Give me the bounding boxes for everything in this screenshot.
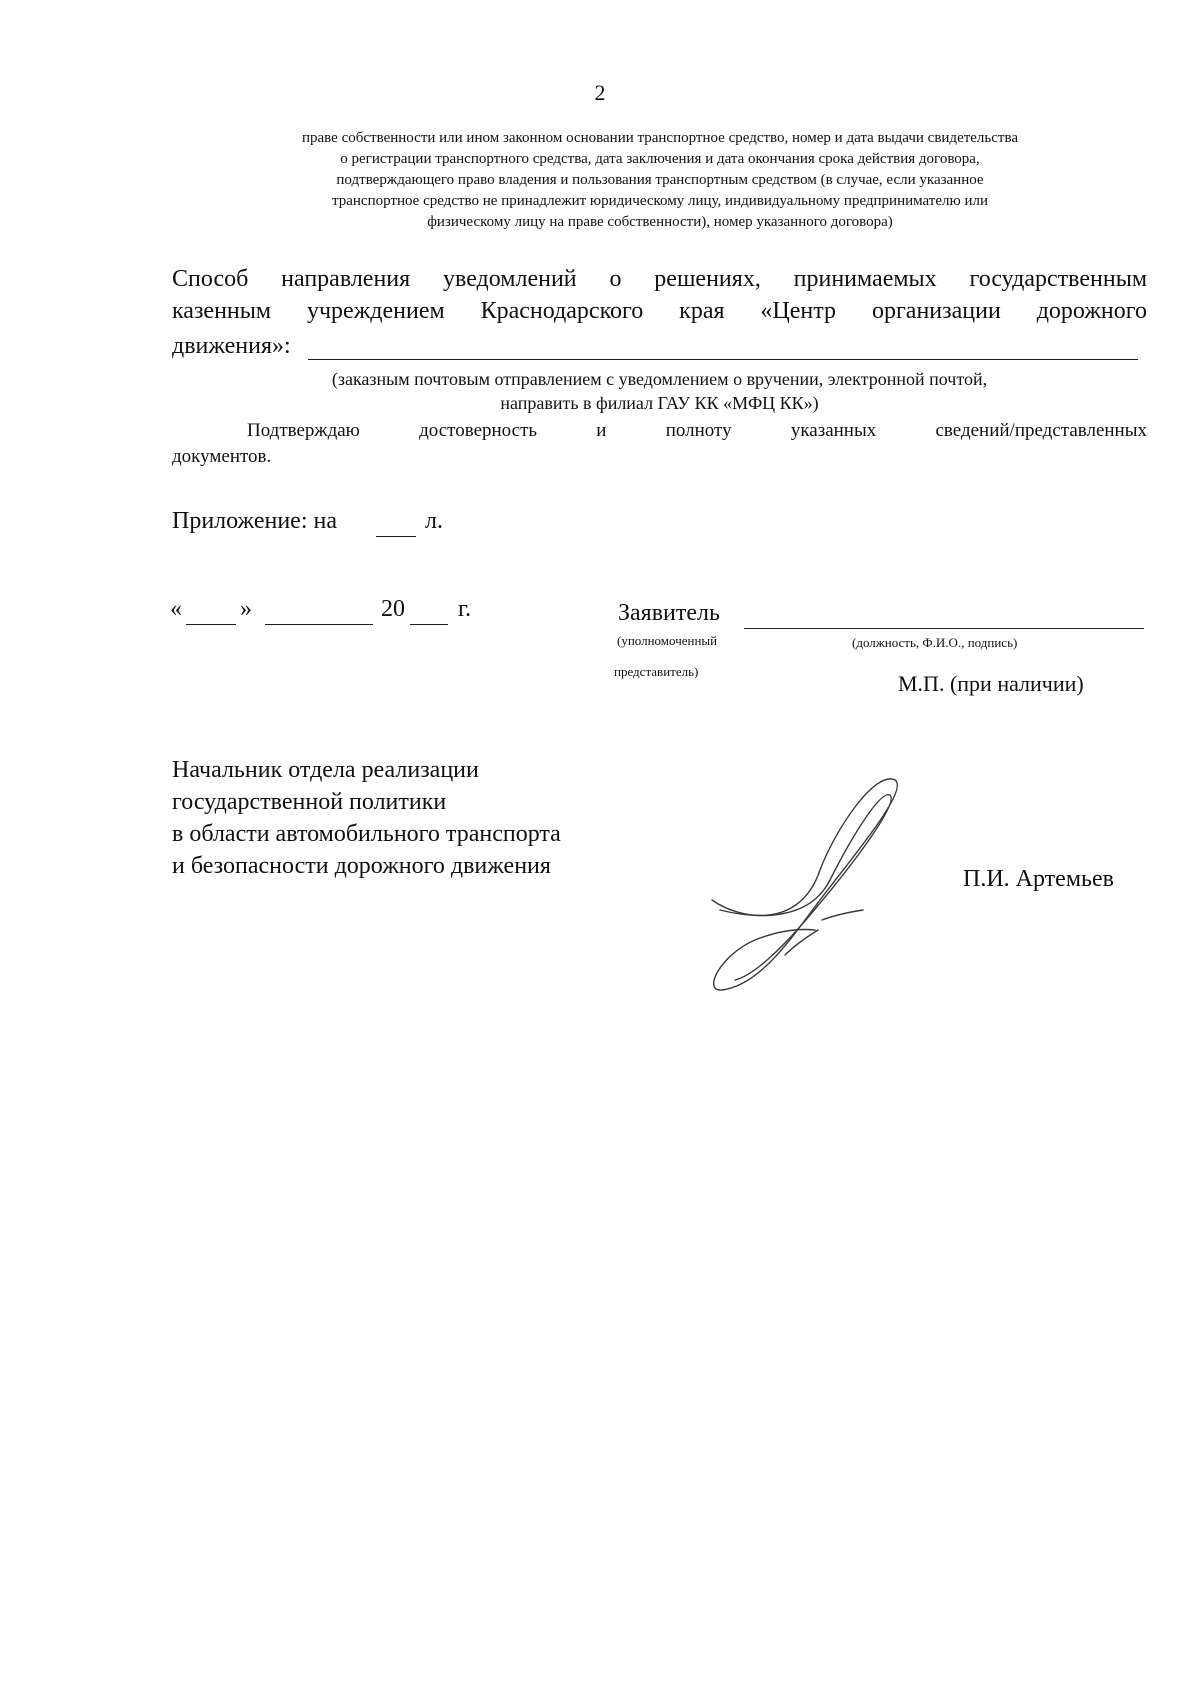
signatory-title: [172, 754, 561, 882]
footnote-line: о регистрации транспортного средства, дата заключения и дата окончания срока действия договора,: [340, 151, 980, 167]
footnote-line: праве собственности или ином законном основании транспортное средство, номер и дата выдачи свидетельства: [301, 130, 1019, 146]
footnote-line: физическому лицу на праве собственности), номер указанного договора): [427, 214, 893, 230]
date-day-line: [186, 598, 236, 625]
notification-line-3: движения»:: [172, 333, 291, 359]
notification-hint-line-2: направить в филиал ГАУ КК «МФЦ КК»): [500, 393, 819, 413]
stamp-note: М.П. (при наличии): [898, 671, 1084, 696]
applicant-role-line-2: представитель): [614, 664, 699, 679]
signatory-title-line: и безопасности дорожного движения: [172, 853, 551, 879]
page-number: 2: [594, 80, 606, 105]
footnote: [175, 128, 1145, 233]
attachment-suffix: л.: [425, 508, 443, 534]
signatory-title-line: в области автомобильного транспорта: [172, 821, 561, 847]
confirmation-text: [172, 418, 1147, 470]
date-year-suffix: г.: [458, 596, 472, 622]
signatory-name: П.И. Артемьев: [963, 866, 1114, 892]
date-close-quote: »: [240, 596, 252, 622]
confirmation-line-1: Подтверждаю достоверность и полноту указанных сведений/представленных: [247, 420, 1147, 441]
footnote-line: транспортное средство не принадлежит юридическому лицу, индивидуальному предпринимателю или: [331, 193, 988, 209]
date-month-line: [265, 598, 373, 625]
notification-line-2: казенным учреждением Краснодарского края «Центр организации дорожного: [172, 298, 1147, 324]
applicant-role-line-1: (уполномоченный: [617, 633, 718, 648]
attachment-pages-line: [376, 510, 416, 537]
attachment-prefix: Приложение: на: [172, 508, 337, 534]
footnote-line: подтверждающего право владения и пользования транспортным средством (в случае, если указанное: [336, 172, 984, 188]
notification-line-1: Способ направления уведомлений о решениях, принимаемых государственным: [172, 266, 1147, 292]
notification-hint-line-1: (заказным почтовым отправлением с уведомлением о вручении, электронной почтой,: [331, 369, 988, 389]
notification-method-text: [172, 263, 1147, 327]
date-open-quote: «: [170, 596, 182, 622]
handwritten-signature: [700, 770, 920, 1000]
applicant-label: Заявитель: [618, 600, 720, 626]
signatory-title-line: государственной политики: [172, 789, 447, 815]
confirmation-line-2: документов.: [172, 446, 272, 467]
date-century: 20: [381, 596, 405, 622]
date-year-line: [410, 598, 448, 625]
signatory-title-line: Начальник отдела реализации: [172, 757, 479, 783]
notification-method-field-line: [308, 333, 1138, 360]
applicant-signature-line: [744, 602, 1144, 629]
applicant-fields-hint: (должность, Ф.И.О., подпись): [852, 635, 1018, 650]
